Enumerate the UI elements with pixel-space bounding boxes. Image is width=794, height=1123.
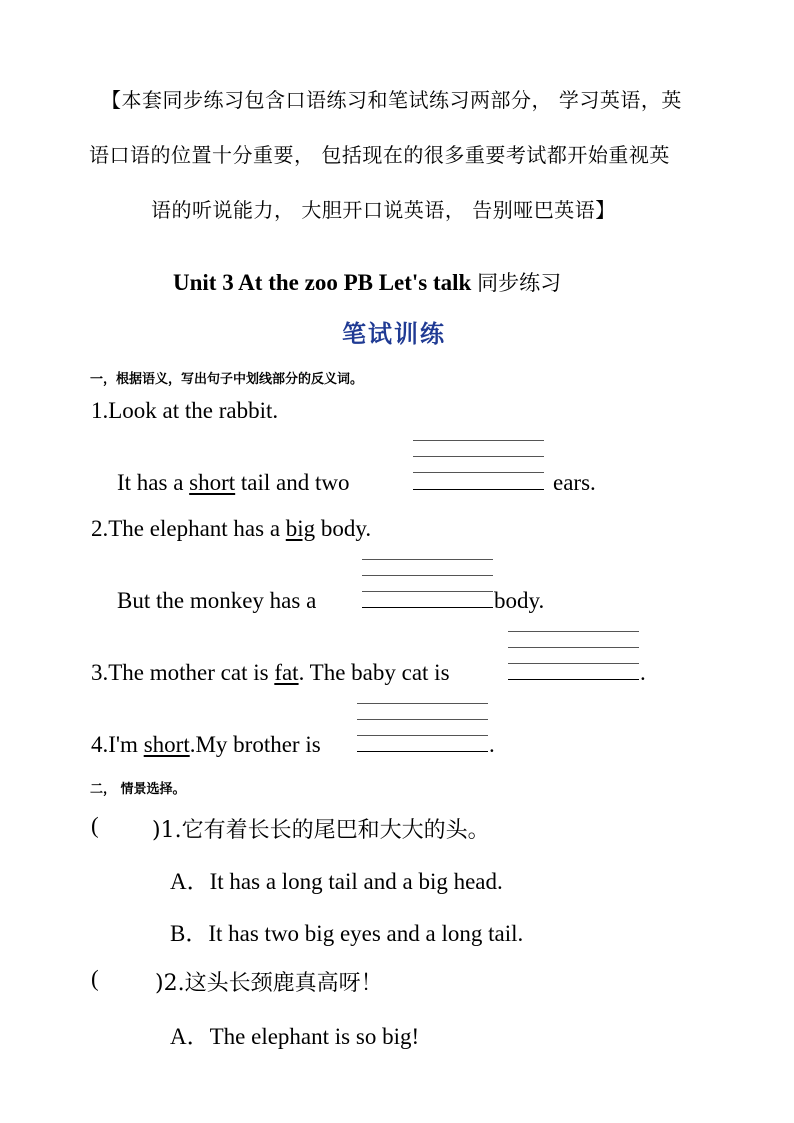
q2-text-c: body.	[494, 588, 545, 613]
q2-answer-blank[interactable]	[362, 559, 493, 611]
q3-answer-blank[interactable]	[508, 631, 639, 683]
q3-text-c: .	[640, 660, 646, 685]
q2-text-a: 2.The elephant has a	[91, 516, 286, 541]
q4-text-b: .My brother is	[189, 732, 321, 757]
question-3	[91, 660, 450, 686]
q1-answer-blank[interactable]	[413, 440, 544, 492]
question-4	[91, 732, 321, 758]
q4-underlined-word: short	[143, 732, 190, 757]
q3-underlined-word: fat	[274, 660, 299, 685]
q4-text-a: 4.I'm	[91, 732, 144, 757]
question-1-line-1: 1.Look at the rabbit.	[91, 398, 279, 423]
choice-1-open-paren: (	[91, 813, 99, 838]
question-1-line-2	[117, 470, 350, 496]
intro-line-2: 语口语的位置十分重要， 包括现在的很多重要考试都开始重视英	[89, 143, 670, 167]
q4-text-c: .	[489, 732, 495, 757]
section-subtitle: 笔试训练	[342, 319, 446, 348]
title-english: Unit 3 At the zoo PB Let's talk	[173, 270, 478, 295]
intro-line-3: 语的听说能力， 大胆开口说英语， 告别哑巴英语】	[151, 198, 616, 222]
question-2-line-2: But the monkey has a	[117, 588, 317, 613]
section-2-heading: 二， 情景选择。	[90, 782, 186, 797]
section-1-heading: 一，根据语义，写出句子中划线部分的反义词。	[90, 372, 364, 387]
q3-text-b: . The baby cat is	[298, 660, 450, 685]
page-title	[173, 267, 561, 297]
choice-2-option-a[interactable]: A．The elephant is so big!	[170, 1024, 420, 1049]
q1-text-c: ears.	[553, 470, 596, 495]
choice-1-stem	[152, 813, 490, 844]
title-chinese: 同步练习	[477, 271, 562, 295]
q1-underlined-word: short	[189, 470, 236, 495]
q4-answer-blank[interactable]	[357, 703, 488, 755]
choice-1-option-a[interactable]: A．It has a long tail and a big head.	[170, 869, 503, 894]
q2-text-b: body.	[315, 516, 372, 541]
question-2-line-1	[91, 516, 371, 542]
q2-underlined-word: big	[285, 516, 316, 541]
q1-text-b: tail and two	[235, 470, 350, 495]
choice-1-stem-text: )1.它有着长长的尾巴和大大的头。	[152, 818, 490, 843]
choice-1-option-b[interactable]: B．It has two big eyes and a long tail.	[170, 921, 524, 946]
q3-text-a: 3.The mother cat is	[91, 660, 275, 685]
choice-2-open-paren: (	[91, 966, 99, 991]
choice-2-stem	[155, 966, 383, 997]
intro-line-1: 【本套同步练习包含口语练习和笔试练习两部分， 学习英语，英	[101, 88, 682, 112]
q1-text-a: It has a	[117, 470, 190, 495]
choice-2-stem-text: )2.这头长颈鹿真高呀！	[155, 971, 383, 996]
